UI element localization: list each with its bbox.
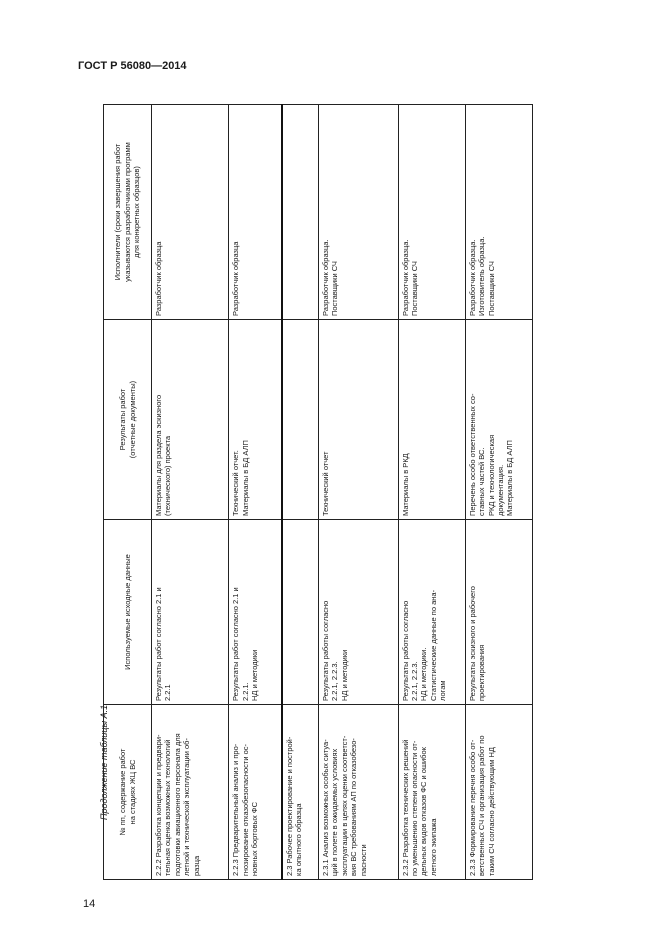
table-cell: 2.2.2 Разработка концепции и предвари- тельная оценка возможных технологий подготовки авиационного персонала для летной и технической эксплуатации об- разца — [152, 705, 229, 880]
table-cell: Разработчик образца — [152, 105, 229, 320]
table-cell: Материалы в РКД — [398, 320, 465, 520]
table-cell: Технический отчет — [319, 320, 398, 520]
table-cell — [282, 320, 319, 520]
table-cell: Материалы для раздела эскизного (технического) проекта — [152, 320, 229, 520]
table-header-row — [104, 105, 152, 880]
works-table — [103, 104, 533, 880]
table-cell: Разработчик образца. Поставщики СЧ — [398, 105, 465, 320]
table-cell — [282, 520, 319, 705]
table-cell: Результаты работ согласно 2.1 и 2.2.1 — [152, 520, 229, 705]
table-cell: 2.3.2 Разработка технических решений по уменьшению степени опасности от- дельных видов отказов ФС и ошибок летного экипажа — [398, 705, 465, 880]
page-number: 14 — [83, 898, 96, 910]
column-header: № пп, содержание работ на стадиях ЖЦ ВС — [104, 705, 152, 880]
table-row — [465, 105, 532, 880]
table-cell: 2.3.1 Анализ возможных особых ситуа- ций в полете в ожидаемых условиях эксплуатации в целях оценки соответст- вия ВС требованиям АП по отказобезо- пасности — [319, 705, 398, 880]
table-cell: Разработчик образца. Поставщики СЧ — [319, 105, 398, 320]
column-header: Исполнители (сроки завершения работ указываются разработчиками программ для конкретных образцов) — [104, 105, 152, 320]
table-cell: 2.2.3 Предварительный анализ и про- гнозирование отказобезопасности ос- новных бортовых ФС — [229, 705, 282, 880]
table-cell: Результаты эскизного и рабочего проектирования — [465, 520, 532, 705]
table-row — [398, 105, 465, 880]
rotated-table-container — [103, 105, 533, 880]
table-cell: Технический отчет. Материалы в БД АЛП — [229, 320, 282, 520]
table-cell — [282, 105, 319, 320]
table-row — [229, 105, 282, 880]
table-cell: Результаты работы согласно 2.2.1, 2.2.3. НД и методики — [319, 520, 398, 705]
column-header: Результаты работ (отчетные документы) — [104, 320, 152, 520]
table-row — [319, 105, 398, 880]
table-continuation-caption: Продолжение таблицы А.1 — [99, 704, 109, 820]
table-row — [152, 105, 229, 880]
table-row-section — [282, 105, 319, 880]
table-cell: 2.3 Рабочее проектирование и построй- ка опытного образца — [282, 705, 319, 880]
table-cell: 2.3.3 Формирование перечня особо от- ветственных СЧ и организация работ по таким СЧ согласно действующим НД — [465, 705, 532, 880]
column-header: Используемые исходные данные — [104, 520, 152, 705]
table-cell: Разработчик образца — [229, 105, 282, 320]
table-cell: Перечень особо ответственных со- ставных частей ВС. РКД и технологическая документация. Материалы в БД АЛП — [465, 320, 532, 520]
table-cell: Результаты работ согласно 2.1 и 2.2.1. НД и методики — [229, 520, 282, 705]
table-cell: Разработчик образца. Изготовитель образца. Поставщики СЧ — [465, 105, 532, 320]
standard-number: ГОСТ Р 56080—2014 — [78, 60, 187, 72]
table-cell: Результаты работы согласно 2.2.1, 2.2.3. НД и методики. Статистические данные по ана- логам — [398, 520, 465, 705]
